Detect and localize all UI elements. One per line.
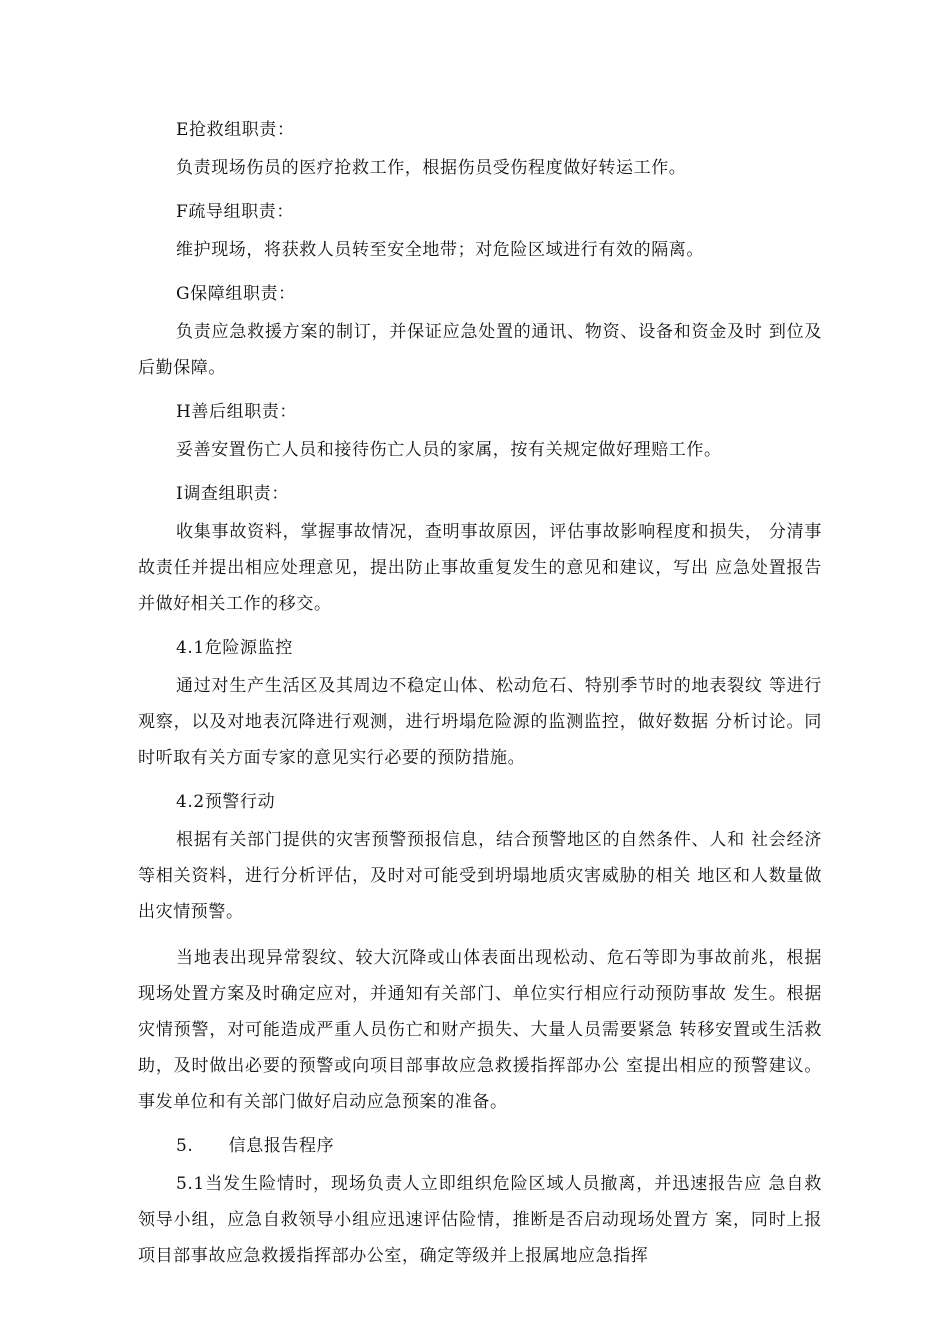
document-body bbox=[138, 118, 822, 1288]
heading-evacuation-group: F疏导组职责： bbox=[176, 202, 294, 222]
heading-rescue-group: E抢救组职责： bbox=[176, 120, 295, 140]
paragraph-warning-action-1: 根据有关部门提供的灾害预警预报信息，结合预警地区的自然条件、人和 社会经济等相关资料，进行分析评估，及时对可能受到坍塌地质灾害威胁的相关 地区和人数量做出灾情预警。 bbox=[138, 830, 822, 922]
heading-investigation-group: I调查组职责： bbox=[176, 484, 289, 504]
paragraph-hazard-monitoring: 通过对生产生活区及其周边不稳定山体、松动危石、特别季节时的地表裂纹 等进行观察，以及对地表沉降进行观测，进行坍塌危险源的监测监控，做好数据 分析讨论。同时听取有关方面专家的意见实行必要的预防措施。 bbox=[138, 676, 822, 768]
heading-info-report-procedure: 5. 信息报告程序 bbox=[176, 1136, 335, 1156]
heading-support-group: G保障组职责： bbox=[176, 284, 296, 304]
paragraph-warning-action-2: 当地表出现异常裂纹、较大沉降或山体表面出现松动、危石等即为事故前兆，根据现场处置方案及时确定应对，并通知有关部门、单位实行相应行动预防事故 发生。根据灾情预警，对可能造成严重人员伤亡和财产损失、大量人员需要紧急 转移安置或生活救助，及时做出必要的预警或向项目部事故应急救援指挥部办公 室提出相应的预警建议。事发单位和有关部门做好启动应急预案的准备。 bbox=[138, 948, 822, 1112]
paragraph-evacuation-group: 维护现场，将获救人员转至安全地带；对危险区域进行有效的隔离。 bbox=[176, 240, 704, 260]
heading-warning-action: 4.2预警行动 bbox=[176, 792, 276, 812]
paragraph-info-report-procedure: 5.1当发生险情时，现场负责人立即组织危险区域人员撤离，并迅速报告应 急自救领导小组，应急自救领导小组应迅速评估险情，推断是否启动现场处置方 案，同时上报项目部事故应急救援指挥部办公室，确定等级并上报属地应急指挥 bbox=[138, 1174, 822, 1266]
paragraph-aftermath-group: 妥善安置伤亡人员和接待伤亡人员的家属，按有关规定做好理赔工作。 bbox=[176, 440, 722, 460]
paragraph-rescue-group: 负责现场伤员的医疗抢救工作，根据伤员受伤程度做好转运工作。 bbox=[176, 158, 687, 178]
paragraph-support-group: 负责应急救援方案的制订，并保证应急处置的通讯、物资、设备和资金及时 到位及后勤保障。 bbox=[138, 322, 822, 378]
heading-aftermath-group: H善后组职责： bbox=[176, 402, 298, 422]
paragraph-investigation-group: 收集事故资料，掌握事故情况，查明事故原因，评估事故影响程度和损失， 分清事故责任并提出相应处理意见，提出防止事故重复发生的意见和建议，写出 应急处置报告并做好相关工作的移交。 bbox=[138, 522, 822, 614]
heading-hazard-monitoring: 4.1危险源监控 bbox=[176, 638, 293, 658]
